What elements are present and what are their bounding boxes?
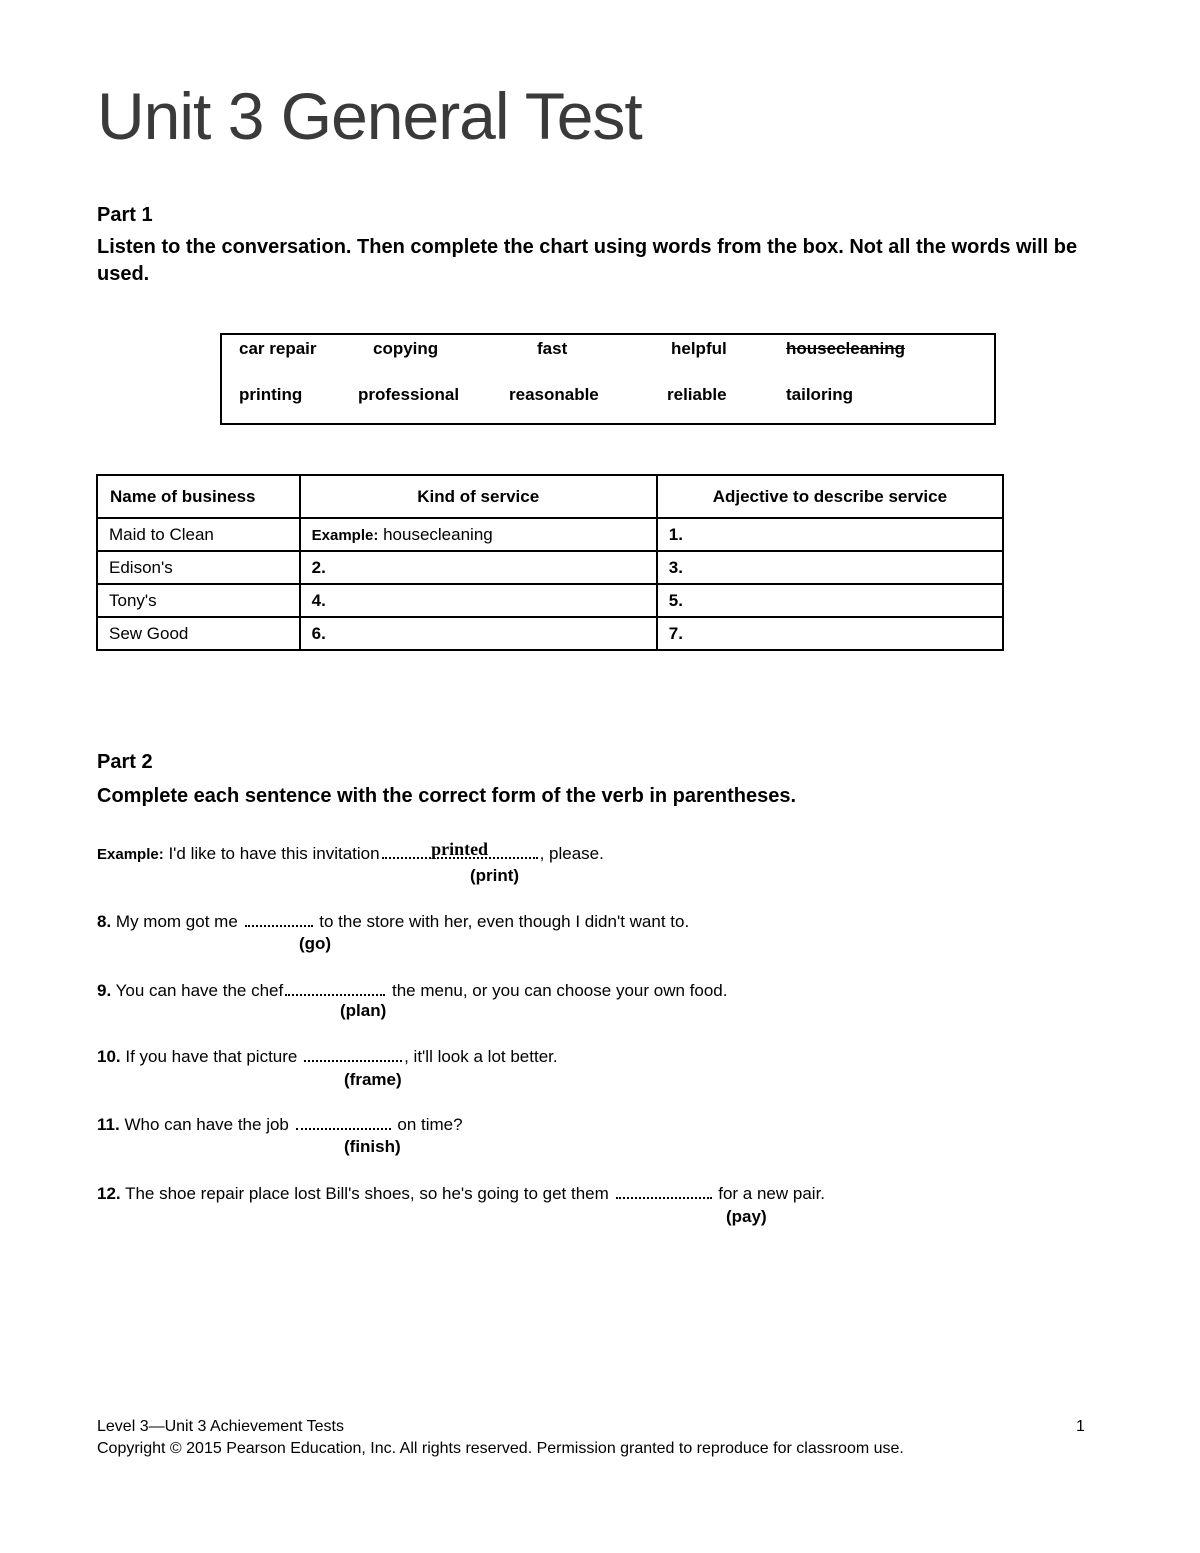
verb-hint: (pay) — [726, 1207, 767, 1226]
business-name-cell: Tony's — [97, 584, 300, 617]
example-answer: housecleaning — [383, 524, 493, 544]
question-11 — [97, 1114, 463, 1135]
header-name-of-business: Name of business — [97, 475, 300, 518]
sentence-text: , please. — [539, 844, 604, 863]
service-cell — [300, 518, 657, 551]
table-row — [97, 518, 1003, 551]
part2-instructions: Complete each sentence with the correct form of the verb in parentheses. — [97, 785, 797, 807]
answer-blank[interactable] — [304, 1046, 402, 1062]
question-9 — [97, 980, 727, 1001]
example-sentence — [97, 839, 604, 864]
sentence-text: , it'll look a lot better. — [404, 1047, 558, 1066]
word-box-item: copying — [373, 339, 439, 358]
sentence-text: to the store with her, even though I didn't want to. — [319, 912, 690, 931]
service-answer-cell[interactable]: 6. — [300, 617, 657, 650]
question-number: 12. — [97, 1184, 121, 1203]
table-row — [97, 584, 1003, 617]
question-number: 9. — [97, 981, 112, 1000]
table-row — [97, 551, 1003, 584]
service-answer-cell[interactable]: 2. — [300, 551, 657, 584]
sentence-text: on time? — [397, 1115, 463, 1134]
answer-blank[interactable] — [296, 1114, 391, 1130]
question-number: 8. — [97, 912, 112, 931]
word-box-item-used: housecleaning — [786, 339, 906, 358]
verb-hint: (frame) — [344, 1070, 402, 1089]
sentence-text: I'd like to have this invitation — [168, 844, 380, 863]
part1-instructions: Listen to the conversation. Then complete the chart using words from the box. Not all the words will be used. — [97, 236, 1078, 285]
adjective-answer-cell[interactable]: 5. — [657, 584, 1003, 617]
sentence-text: Who can have the job — [124, 1115, 289, 1134]
example-answer: printed — [431, 839, 489, 859]
word-box-item: professional — [358, 385, 460, 404]
footer-level-label: Level 3—Unit 3 Achievement Tests — [97, 1418, 344, 1435]
part2-heading: Part 2 — [97, 751, 153, 773]
question-number: 10. — [97, 1047, 121, 1066]
service-chart — [96, 474, 1004, 651]
header-kind-of-service: Kind of service — [300, 475, 657, 518]
word-box-item: tailoring — [786, 385, 854, 404]
adjective-answer-cell[interactable]: 3. — [657, 551, 1003, 584]
sentence-text: If you have that picture — [125, 1047, 298, 1066]
verb-hint: (go) — [299, 934, 332, 953]
answer-blank — [382, 839, 538, 859]
sentence-text: My mom got me — [115, 912, 238, 931]
business-name-cell: Maid to Clean — [97, 518, 300, 551]
verb-hint: (finish) — [344, 1137, 401, 1156]
word-box-item: reasonable — [509, 385, 599, 404]
sentence-text: for a new pair. — [718, 1184, 826, 1203]
sentence-text: the menu, or you can choose your own food. — [391, 981, 728, 1000]
word-box-item: helpful — [671, 339, 727, 358]
question-number: 11. — [97, 1115, 120, 1134]
word-box-item: printing — [239, 385, 303, 404]
part1-heading: Part 1 — [97, 204, 153, 226]
sentence-text: The shoe repair place lost Bill's shoes, so he's going to get them — [125, 1184, 609, 1203]
table-row — [97, 617, 1003, 650]
example-label: Example: — [97, 846, 164, 863]
business-name-cell: Sew Good — [97, 617, 300, 650]
sentence-text: You can have the chef — [115, 981, 284, 1000]
answer-blank[interactable] — [245, 911, 313, 927]
verb-hint: (print) — [470, 866, 520, 885]
word-box-item: car repair — [239, 339, 317, 358]
verb-hint: (plan) — [340, 1001, 387, 1020]
word-box — [220, 333, 996, 425]
header-adjective: Adjective to describe service — [657, 475, 1003, 518]
service-answer-cell[interactable]: 4. — [300, 584, 657, 617]
question-12 — [97, 1183, 825, 1204]
page-title: Unit 3 General Test — [97, 79, 642, 153]
adjective-answer-cell[interactable]: 7. — [657, 617, 1003, 650]
page-number: 1 — [1076, 1418, 1085, 1435]
word-box-item: reliable — [667, 385, 727, 404]
adjective-answer-cell[interactable]: 1. — [657, 518, 1003, 551]
word-box-item: fast — [537, 339, 568, 358]
chart-header-row — [97, 475, 1003, 518]
question-8 — [97, 911, 689, 932]
copyright-notice: Copyright © 2015 Pearson Education, Inc. All rights reserved. Permission granted to reproduce for classroom use. — [97, 1440, 904, 1457]
business-name-cell: Edison's — [97, 551, 300, 584]
question-10 — [97, 1046, 558, 1067]
answer-blank[interactable] — [285, 980, 385, 996]
example-label: Example: — [311, 526, 379, 544]
answer-blank[interactable] — [616, 1183, 712, 1199]
